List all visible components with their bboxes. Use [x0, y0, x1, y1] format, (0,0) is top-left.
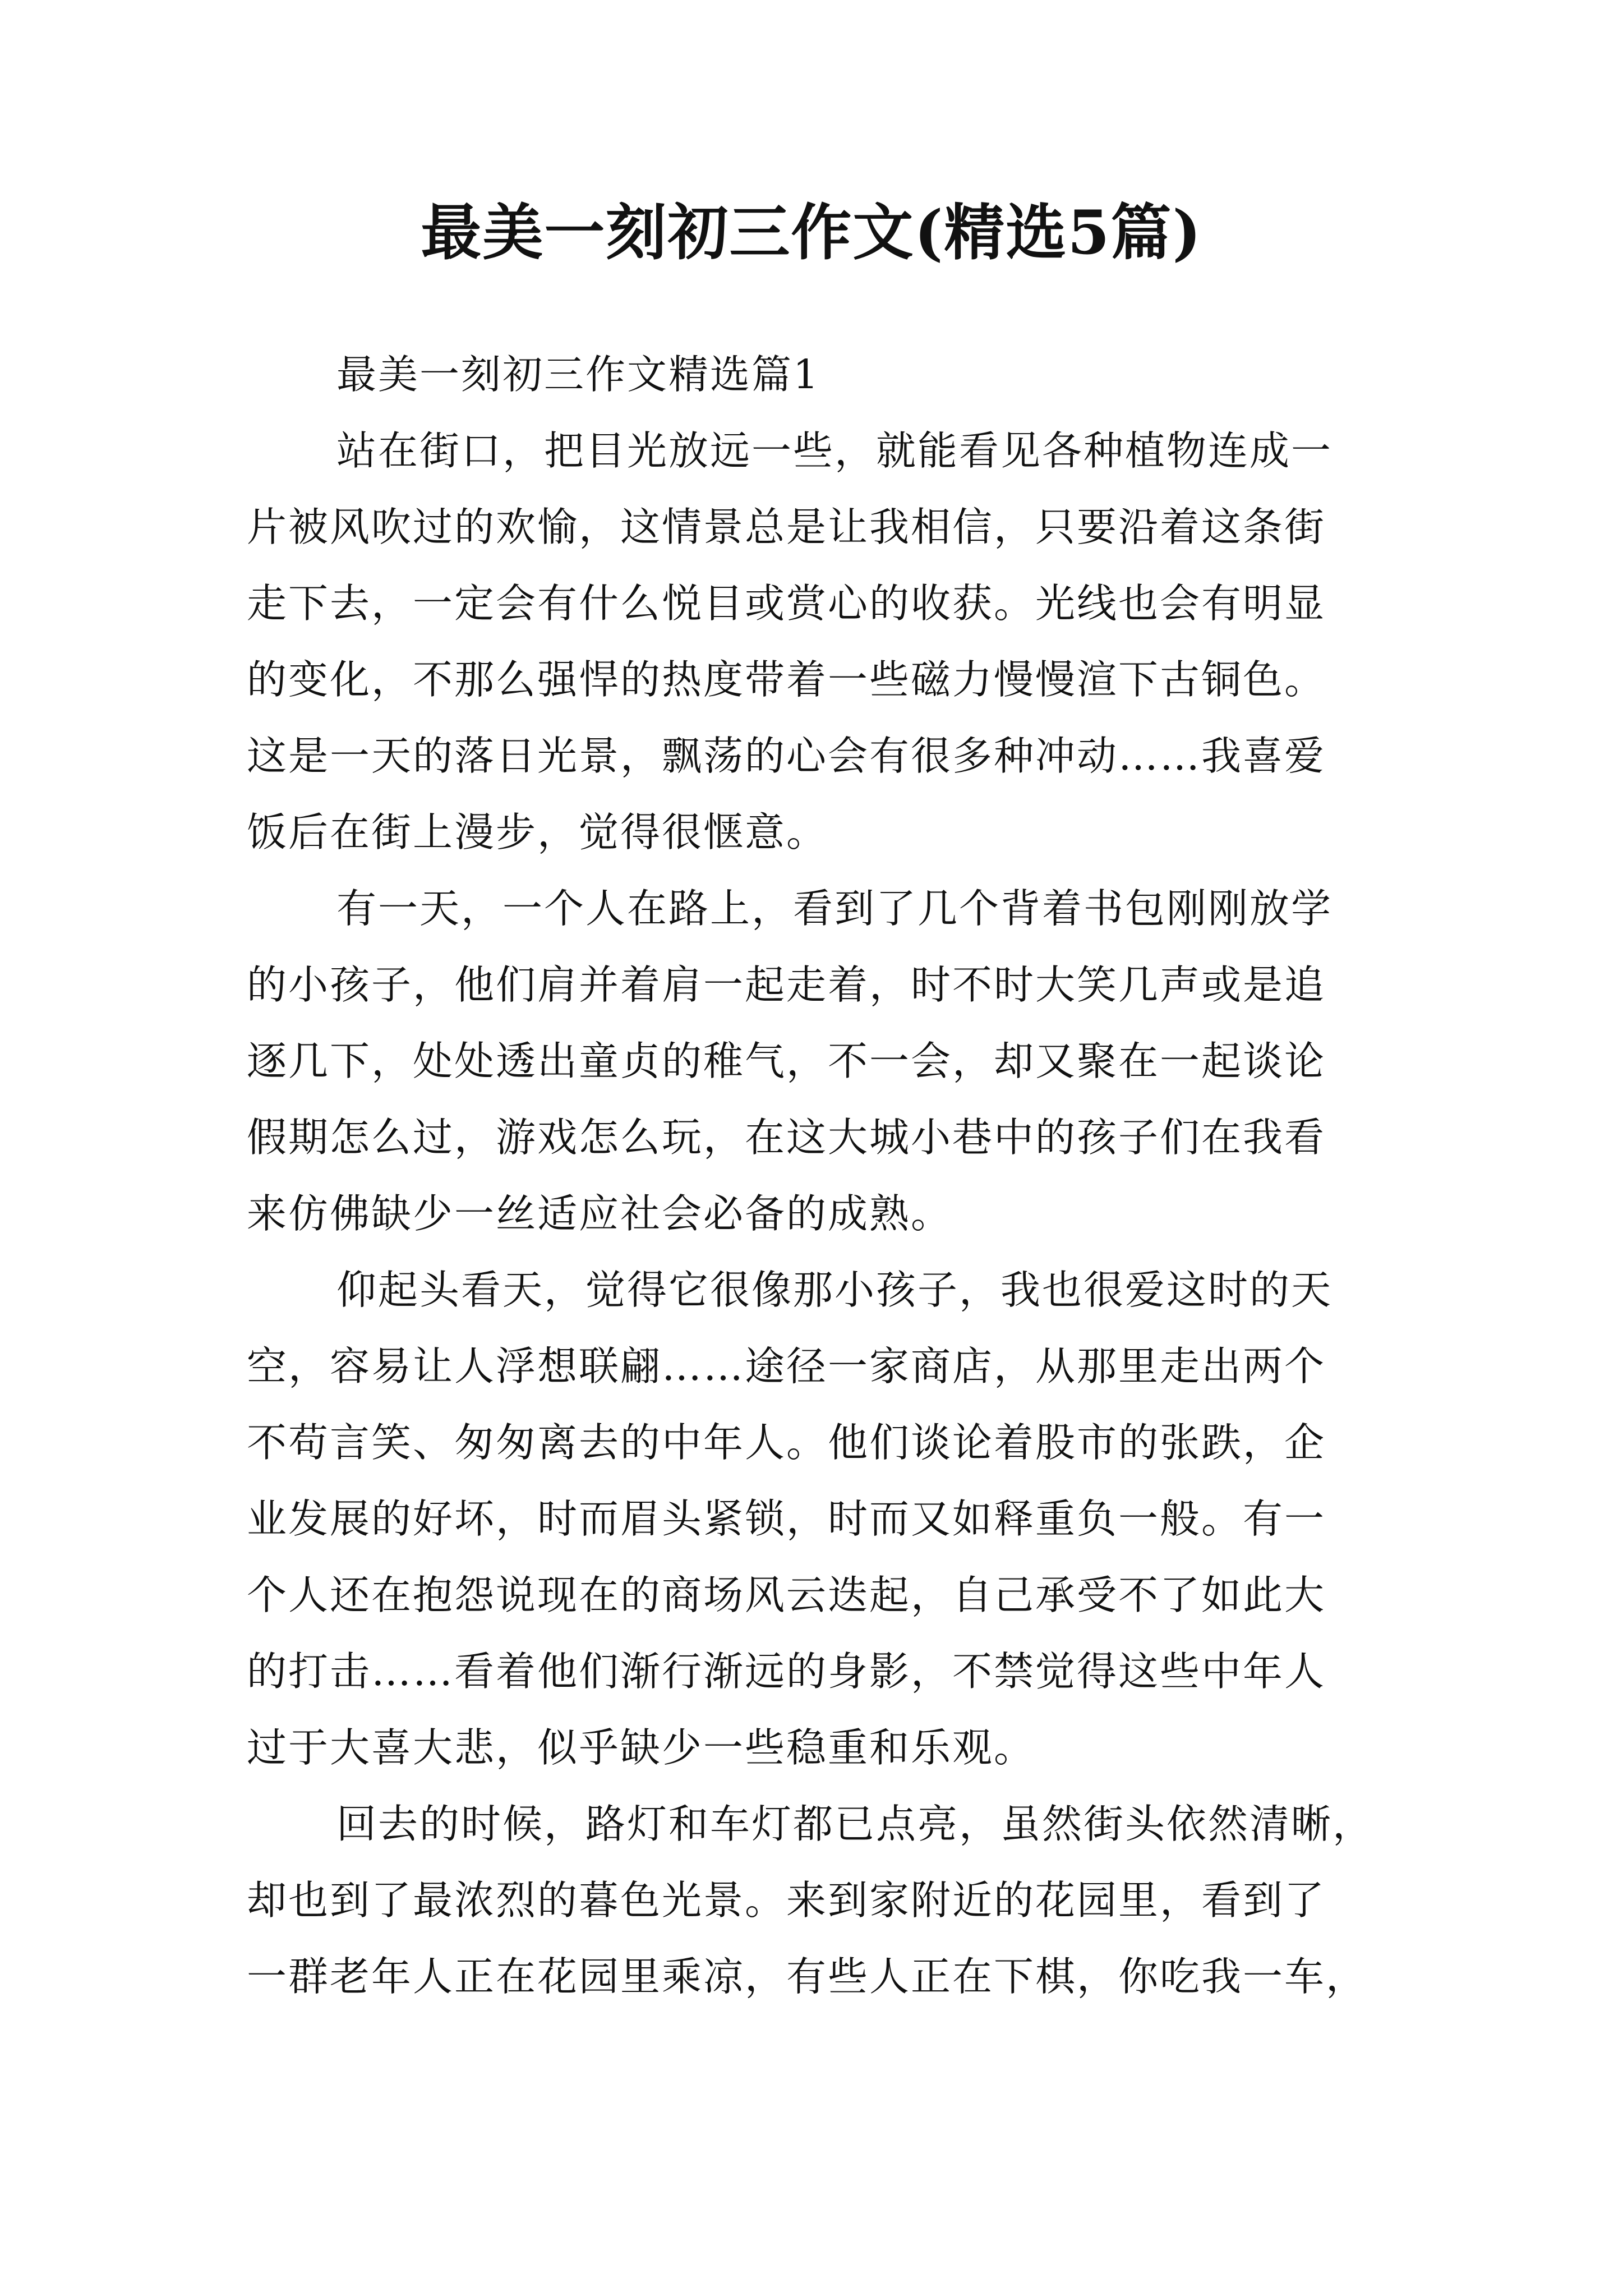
paragraph-1: 站在街口，把目光放远一些，就能看见各种植物连成一 片被风吹过的欢愉，这情景总是让我相信，只要沿着这条街 走下去，一定会有什么悦目或赏心的收获。光线也会有明显 的变化，不那么强悍的热度带着一些磁力慢慢渲下古铜色。 这是一天的落日光景，飘荡的心会有很多种冲动……我喜爱 饭后在街上漫步，觉得很惬意。: [247, 427, 1333, 855]
document-title: 最美一刻初三作文(精选5篇): [421, 197, 1202, 268]
paragraph-2: 有一天，一个人在路上，看到了几个背着书包刚刚放学 的小孩子，他们肩并着肩一起走着，时不时大笑几声或是追 逐几下，处处透出童贞的稚气，不一会，却又聚在一起谈论 假期怎么过，游戏怎么玩，在这大城小巷中的孩子们在我看 来仿佛缺少一丝适应社会必备的成熟。: [247, 885, 1333, 1237]
paragraph-3: 仰起头看天，觉得它很像那小孩子，我也很爱这时的天 空，容易让人浮想联翩……途径一家商店，从那里走出两个 不苟言笑、匆匆离去的中年人。他们谈论着股市的张跌，企 业发展的好坏，时而眉头紧锁，时而又如释重负一般。有一 个人还在抱怨说现在的商场风云迭起，自己承受不了如此大 的打击……看着他们渐行渐远的身影，不禁觉得这些中年人 过于大喜大悲，似乎缺少一些稳重和乐观。: [247, 1267, 1333, 1771]
paragraph-4: 回去的时候，路灯和车灯都已点亮，虽然街头依然清晰， 却也到了最浓烈的暮色光景。来到家附近的花园里，看到了 一群老年人正在花园里乘凉，有些人正在下棋，你吃我一车，: [247, 1801, 1375, 2000]
section-heading: 最美一刻初三作文精选篇1: [336, 351, 820, 398]
document-body: [247, 337, 1391, 2015]
